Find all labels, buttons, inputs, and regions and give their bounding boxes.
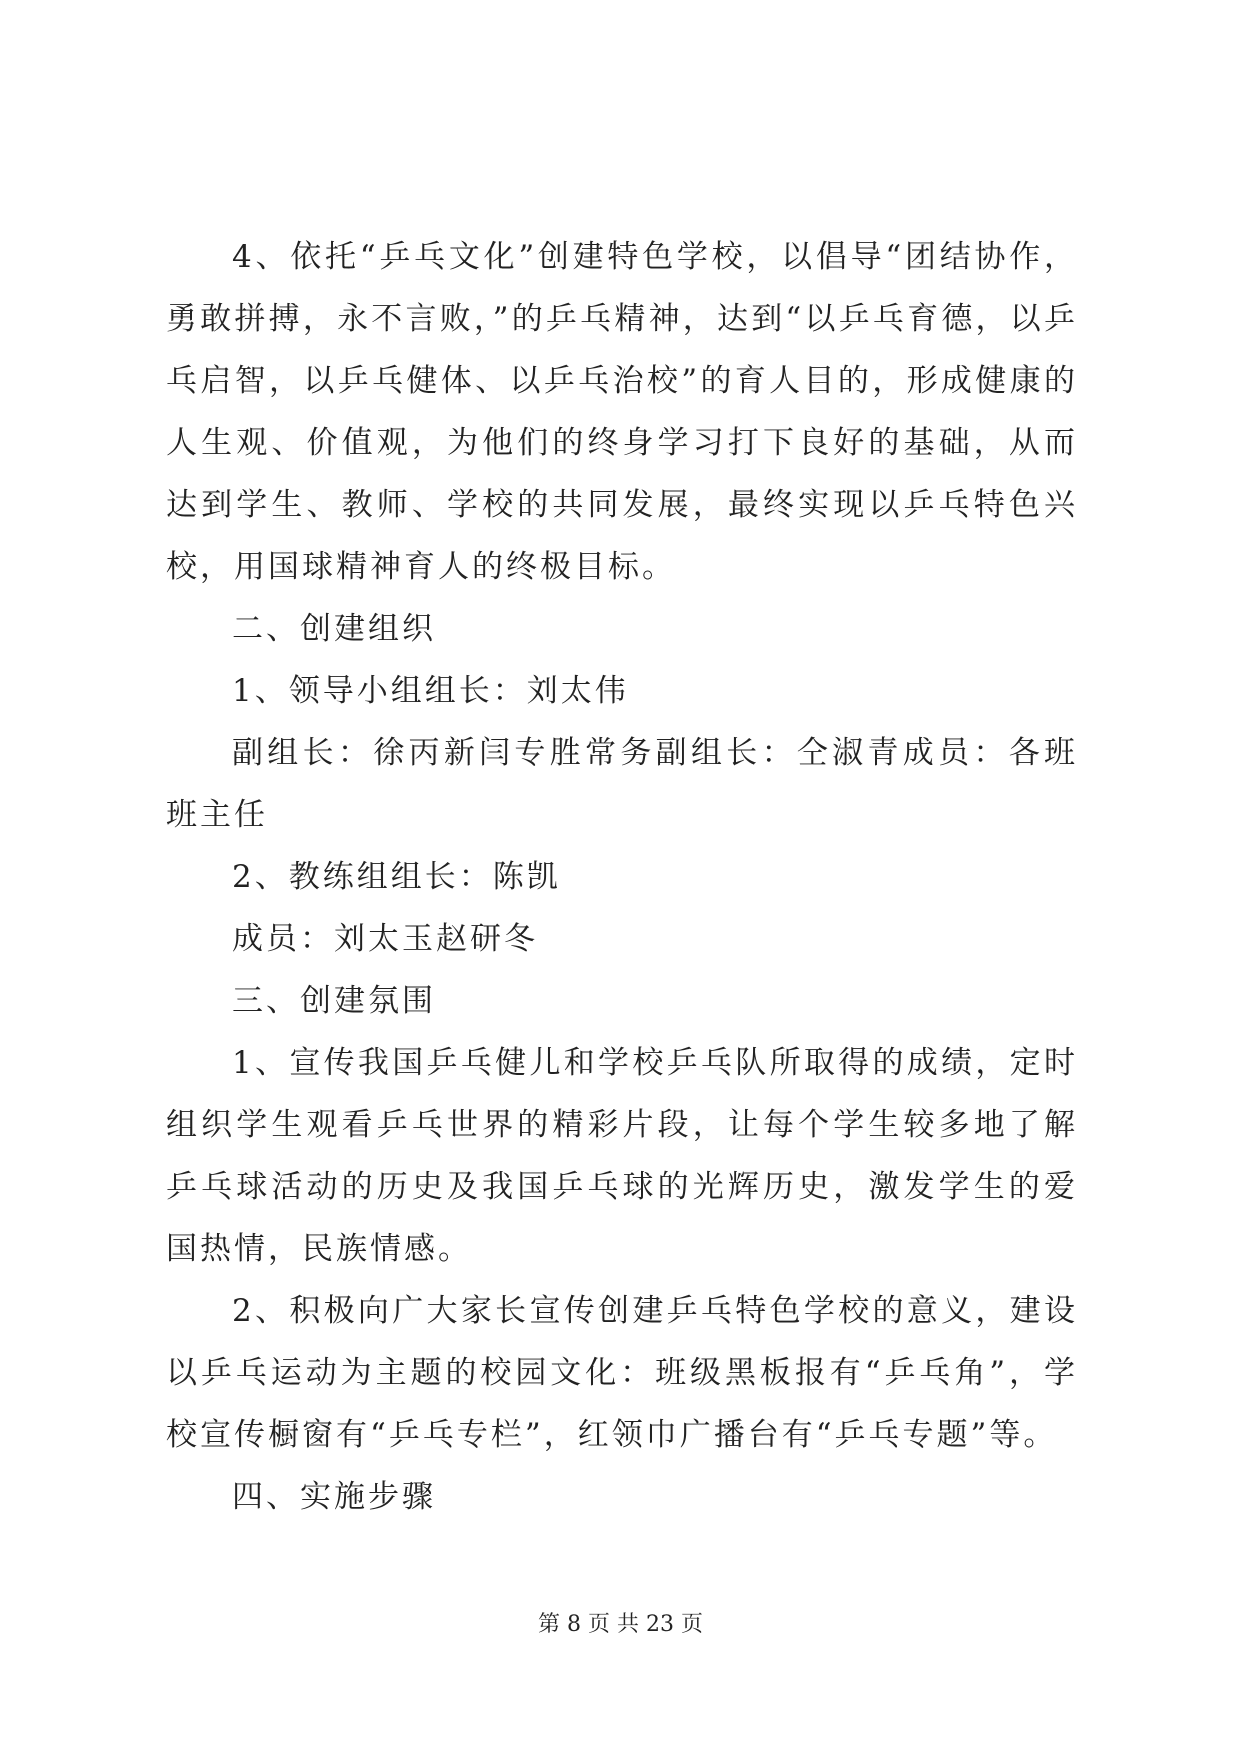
paragraph-atmosphere-2: 2、积极向广大家长宣传创建乒乓特色学校的意义，建设以乒乓运动为主题的校园文化：班级黑板报有“乒乓角”，学校宣传橱窗有“乒乓专栏”，红领巾广播台有“乒乓专题”等。 [166,1293,1078,1453]
heading-organization: 二、创建组织 [232,611,436,647]
paragraph-leadership-group: 1、领导小组组长：刘太伟 [232,673,629,709]
document-body [166,226,1078,1528]
paragraph-coach-members: 成员：刘太玉赵研冬 [232,921,538,957]
page-number-footer: 第 8 页 共 23 页 [538,1612,703,1637]
paragraph-coach-group: 2、教练组组长：陈凯 [232,859,561,895]
paragraph-deputy-leaders: 副组长：徐丙新闫专胜常务副组长：仝淑青成员：各班班主任 [166,735,1078,833]
paragraph-atmosphere-1: 1、宣传我国乒乓健儿和学校乒乓队所取得的成绩，定时组织学生观看乒乓世界的精彩片段，让每个学生较多地了解乒乓球活动的历史及我国乒乓球的光辉历史，激发学生的爱国热情，民族情感。 [166,1045,1078,1267]
paragraph-goal-4: 4、依托“乒乓文化”创建特色学校，以倡导“团结协作，勇敢拼搏，永不言败，”的乒乓精神，达到“以乒乓育德，以乒乓启智，以乒乓健体、以乒乓治校”的育人目的，形成健康的人生观、价值观，为他们的终身学习打下良好的基础，从而达到学生、教师、学校的共同发展，最终实现以乒乓特色兴校，用国球精神育人的终极目标。 [166,239,1078,585]
heading-implementation-steps: 四、实施步骤 [232,1479,436,1515]
heading-atmosphere: 三、创建氛围 [232,983,436,1019]
